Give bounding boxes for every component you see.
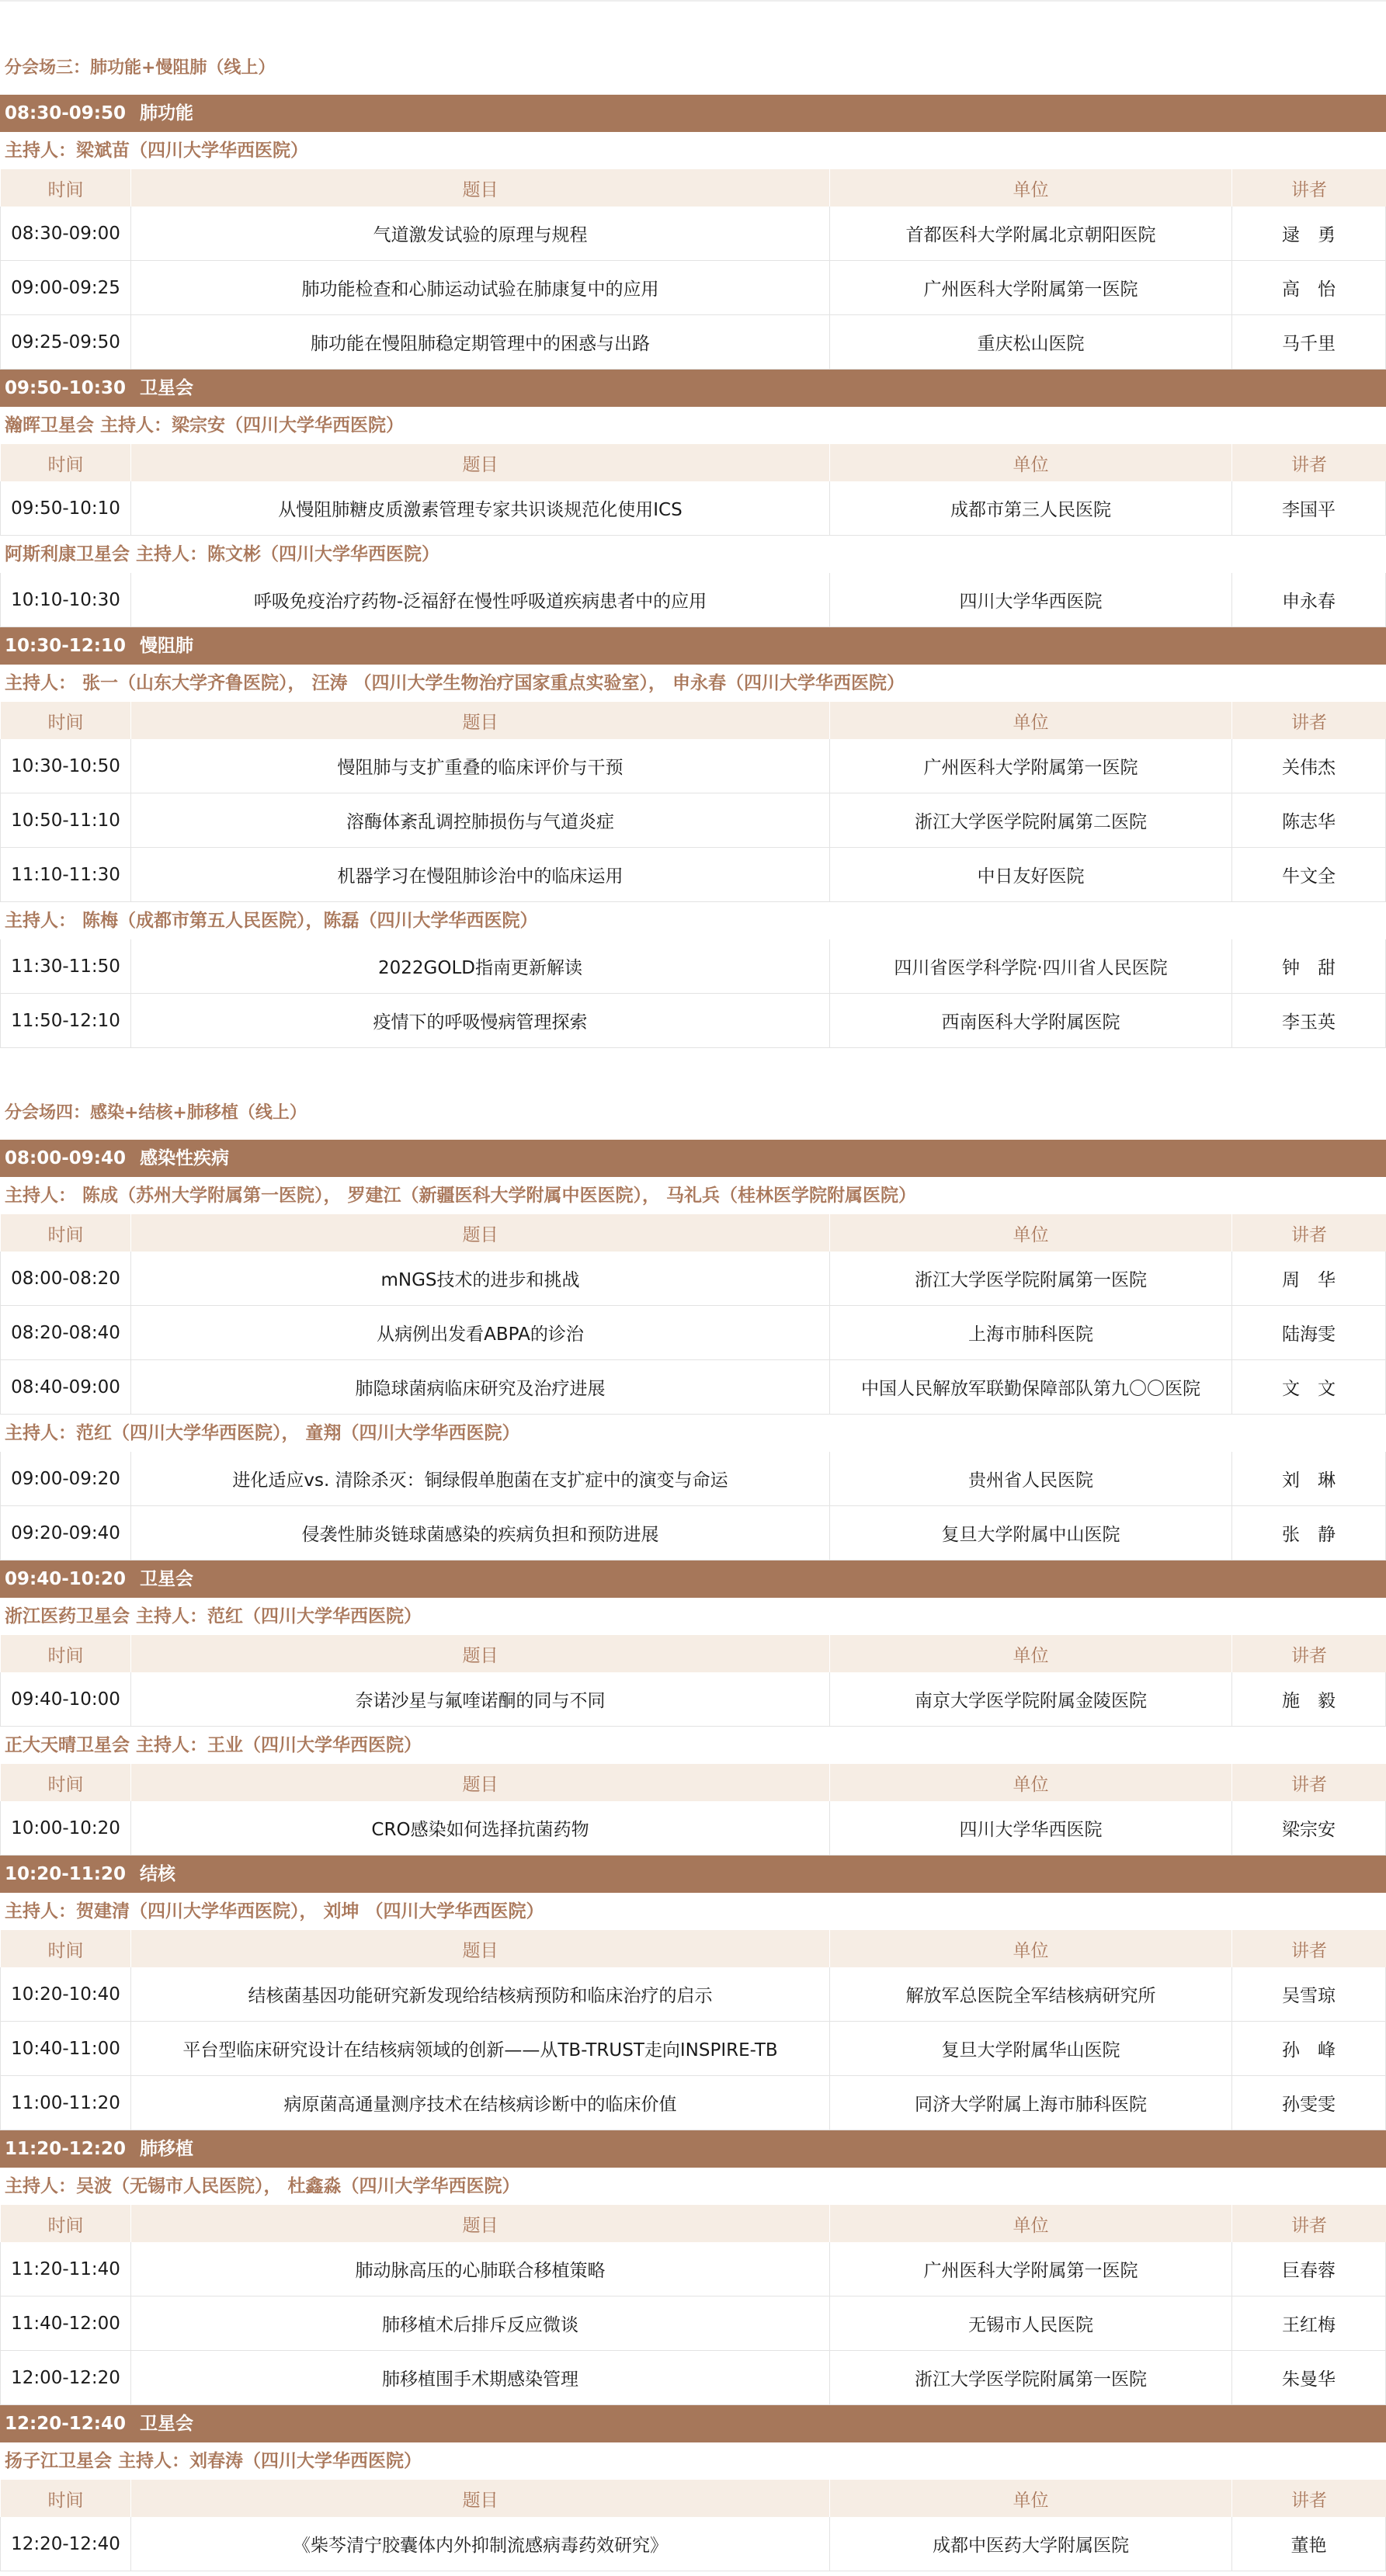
table-header — [0, 1930, 1386, 1967]
column-header-topic: 题目 — [130, 1764, 829, 1801]
column-header-unit: 单位 — [829, 169, 1231, 207]
cell-topic: 肺移植围手术期感染管理 — [130, 2351, 829, 2404]
cell-speaker: 施 毅 — [1231, 1672, 1386, 1726]
cell-topic: 从病例出发看ABPA的诊治 — [130, 1306, 829, 1359]
session-time: 09:40-10:20 — [5, 1569, 126, 1589]
session-band — [0, 1856, 1386, 1893]
cell-time: 11:50-12:10 — [0, 994, 130, 1047]
cell-unit: 中国人民解放军联勤保障部队第九〇〇医院 — [829, 1360, 1231, 1414]
cell-speaker: 张 静 — [1231, 1506, 1386, 1560]
cell-unit: 广州医科大学附属第一医院 — [829, 2242, 1231, 2296]
table-row — [0, 315, 1386, 370]
cell-time: 11:00-11:20 — [0, 2076, 130, 2130]
column-header-speaker: 讲者 — [1231, 444, 1386, 481]
cell-unit: 浙江大学医学院附属第一医院 — [829, 2351, 1231, 2404]
session-time: 08:30-09:50 — [5, 103, 126, 123]
table-row — [0, 848, 1386, 902]
session-time: 12:20-12:40 — [5, 2414, 126, 2434]
table-row — [0, 2351, 1386, 2405]
session-time: 10:30-12:10 — [5, 636, 126, 656]
session-name: 结核 — [139, 1864, 175, 1884]
table-header — [0, 702, 1386, 739]
column-header-speaker: 讲者 — [1231, 1214, 1386, 1252]
table-row — [0, 2517, 1386, 2571]
host-line: 浙江医药卫星会 主持人：范红（四川大学华西医院） — [5, 1606, 422, 1626]
host-line: 主持人： 张一（山东大学齐鲁医院）， 汪涛 （四川大学生物治疗国家重点实验室）， 申永春（四川大学华西医院） — [5, 673, 905, 693]
host-line: 主持人：梁斌苗（四川大学华西医院） — [5, 141, 308, 161]
table-header — [0, 1764, 1386, 1801]
cell-time: 10:30-10:50 — [0, 739, 130, 793]
cell-unit: 四川大学华西医院 — [829, 573, 1231, 627]
cell-topic: 气道激发试验的原理与规程 — [130, 207, 829, 260]
cell-time: 08:20-08:40 — [0, 1306, 130, 1359]
venue-title: 分会场四：感染+结核+肺移植（线上） — [5, 1103, 307, 1123]
cell-time: 09:00-09:20 — [0, 1452, 130, 1505]
session-name: 卫星会 — [139, 2414, 193, 2434]
cell-unit: 复旦大学附属中山医院 — [829, 1506, 1231, 1560]
host-line: 瀚晖卫星会 主持人：梁宗安（四川大学华西医院） — [5, 415, 405, 436]
table-row — [0, 261, 1386, 315]
cell-unit: 无锡市人民医院 — [829, 2297, 1231, 2350]
cell-topic: 病原菌高通量测序技术在结核病诊断中的临床价值 — [130, 2076, 829, 2130]
host-line: 正大天晴卫星会 主持人：王业（四川大学华西医院） — [5, 1735, 422, 1755]
cell-unit: 成都中医药大学附属医院 — [829, 2517, 1231, 2571]
cell-time: 10:20-10:40 — [0, 1967, 130, 2021]
cell-speaker: 高 怡 — [1231, 261, 1386, 314]
column-header-topic: 题目 — [130, 2205, 829, 2242]
session-band — [0, 95, 1386, 132]
column-header-speaker: 讲者 — [1231, 2205, 1386, 2242]
cell-unit: 贵州省人民医院 — [829, 1452, 1231, 1505]
cell-topic: 肺隐球菌病临床研究及治疗进展 — [130, 1360, 829, 1414]
table-header — [0, 444, 1386, 481]
cell-topic: 侵袭性肺炎链球菌感染的疾病负担和预防进展 — [130, 1506, 829, 1560]
column-header-speaker: 讲者 — [1231, 169, 1386, 207]
cell-unit: 重庆松山医院 — [829, 315, 1231, 369]
table-row — [0, 2242, 1386, 2297]
host-line: 主持人： 陈梅（成都市第五人民医院），陈磊（四川大学华西医院） — [5, 911, 538, 931]
cell-topic: 结核菌基因功能研究新发现给结核病预防和临床治疗的启示 — [130, 1967, 829, 2021]
cell-speaker: 孙雯雯 — [1231, 2076, 1386, 2130]
column-header-time: 时间 — [0, 2205, 130, 2242]
cell-speaker: 王红梅 — [1231, 2297, 1386, 2350]
cell-time: 12:00-12:20 — [0, 2351, 130, 2404]
table-row — [0, 793, 1386, 848]
column-header-unit: 单位 — [829, 1930, 1231, 1967]
table-row — [0, 1452, 1386, 1506]
cell-topic: 进化适应vs. 清除杀灭：铜绿假单胞菌在支扩症中的演变与命运 — [130, 1452, 829, 1505]
cell-unit: 南京大学医学院附属金陵医院 — [829, 1672, 1231, 1726]
cell-topic: CRO感染如何选择抗菌药物 — [130, 1801, 829, 1855]
cell-time: 09:50-10:10 — [0, 481, 130, 535]
column-header-unit: 单位 — [829, 1214, 1231, 1252]
cell-speaker: 李玉英 — [1231, 994, 1386, 1047]
session-band — [0, 1561, 1386, 1598]
table-header — [0, 2205, 1386, 2242]
table-row — [0, 2297, 1386, 2351]
cell-time: 09:40-10:00 — [0, 1672, 130, 1726]
column-header-topic: 题目 — [130, 702, 829, 739]
cell-unit: 上海市肺科医院 — [829, 1306, 1231, 1359]
column-header-topic: 题目 — [130, 1930, 829, 1967]
cell-speaker: 陈志华 — [1231, 793, 1386, 847]
top-divider — [0, 0, 1386, 2]
column-header-topic: 题目 — [130, 2480, 829, 2517]
cell-unit: 浙江大学医学院附属第二医院 — [829, 793, 1231, 847]
table-row — [0, 207, 1386, 261]
cell-topic: 溶酶体紊乱调控肺损伤与气道炎症 — [130, 793, 829, 847]
cell-speaker: 吴雪琼 — [1231, 1967, 1386, 2021]
session-time: 09:50-10:30 — [5, 378, 126, 398]
cell-speaker: 关伟杰 — [1231, 739, 1386, 793]
session-band — [0, 2130, 1386, 2168]
cell-unit: 四川省医学科学院·四川省人民医院 — [829, 939, 1231, 993]
cell-topic: 肺动脉高压的心肺联合移植策略 — [130, 2242, 829, 2296]
cell-speaker: 巨春蓉 — [1231, 2242, 1386, 2296]
session-time: 11:20-12:20 — [5, 2139, 126, 2159]
cell-topic: 机器学习在慢阻肺诊治中的临床运用 — [130, 848, 829, 901]
session-name: 肺功能 — [139, 103, 193, 123]
cell-unit: 浙江大学医学院附属第一医院 — [829, 1252, 1231, 1305]
column-header-speaker: 讲者 — [1231, 1635, 1386, 1672]
table-header — [0, 169, 1386, 207]
table-row — [0, 481, 1386, 536]
column-header-speaker: 讲者 — [1231, 1764, 1386, 1801]
column-header-unit: 单位 — [829, 1635, 1231, 1672]
table-row — [0, 1672, 1386, 1727]
host-line: 阿斯利康卫星会 主持人：陈文彬（四川大学华西医院） — [5, 544, 440, 564]
cell-topic: 从慢阻肺糖皮质激素管理专家共识谈规范化使用ICS — [130, 481, 829, 535]
session-time: 10:20-11:20 — [5, 1864, 126, 1884]
table-row — [0, 1801, 1386, 1856]
host-line: 主持人： 陈成（苏州大学附属第一医院）， 罗建江（新疆医科大学附属中医医院）， 马礼兵（桂林医学院附属医院） — [5, 1186, 917, 1206]
session-band — [0, 627, 1386, 665]
cell-time: 09:25-09:50 — [0, 315, 130, 369]
session-band — [0, 1140, 1386, 1177]
session-name: 肺移植 — [139, 2139, 193, 2159]
session-time: 08:00-09:40 — [5, 1148, 126, 1168]
cell-unit: 广州医科大学附属第一医院 — [829, 739, 1231, 793]
column-header-unit: 单位 — [829, 1764, 1231, 1801]
cell-unit: 同济大学附属上海市肺科医院 — [829, 2076, 1231, 2130]
table-row — [0, 573, 1386, 627]
cell-speaker: 朱曼华 — [1231, 2351, 1386, 2404]
table-row — [0, 1967, 1386, 2022]
cell-speaker: 文 文 — [1231, 1360, 1386, 1414]
cell-speaker: 刘 琳 — [1231, 1452, 1386, 1505]
cell-speaker: 董艳 — [1231, 2517, 1386, 2571]
cell-topic: 呼吸免疫治疗药物-泛福舒在慢性呼吸道疾病患者中的应用 — [130, 573, 829, 627]
cell-time: 10:50-11:10 — [0, 793, 130, 847]
table-row — [0, 939, 1386, 994]
table-row — [0, 994, 1386, 1048]
table-row — [0, 2022, 1386, 2076]
column-header-time: 时间 — [0, 169, 130, 207]
cell-time: 10:10-10:30 — [0, 573, 130, 627]
column-header-topic: 题目 — [130, 444, 829, 481]
session-name: 感染性疾病 — [139, 1148, 229, 1168]
cell-unit: 中日友好医院 — [829, 848, 1231, 901]
cell-speaker: 申永春 — [1231, 573, 1386, 627]
cell-speaker: 梁宗安 — [1231, 1801, 1386, 1855]
cell-speaker: 牛文全 — [1231, 848, 1386, 901]
cell-unit: 首都医科大学附属北京朝阳医院 — [829, 207, 1231, 260]
table-header — [0, 2480, 1386, 2517]
column-header-speaker: 讲者 — [1231, 1930, 1386, 1967]
venue-title: 分会场三：肺功能+慢阻肺（线上） — [5, 58, 276, 78]
column-header-topic: 题目 — [130, 1214, 829, 1252]
cell-unit: 复旦大学附属华山医院 — [829, 2022, 1231, 2075]
column-header-unit: 单位 — [829, 2205, 1231, 2242]
cell-unit: 四川大学华西医院 — [829, 1801, 1231, 1855]
column-header-unit: 单位 — [829, 444, 1231, 481]
table-row — [0, 1252, 1386, 1306]
column-header-topic: 题目 — [130, 1635, 829, 1672]
cell-time: 11:20-11:40 — [0, 2242, 130, 2296]
cell-speaker: 马千里 — [1231, 315, 1386, 369]
column-header-time: 时间 — [0, 1764, 130, 1801]
cell-topic: 慢阻肺与支扩重叠的临床评价与干预 — [130, 739, 829, 793]
cell-topic: 平台型临床研究设计在结核病领域的创新——从TB-TRUST走向INSPIRE-TB — [130, 2022, 829, 2075]
cell-unit: 解放军总医院全军结核病研究所 — [829, 1967, 1231, 2021]
host-line: 扬子江卫星会 主持人：刘春涛（四川大学华西医院） — [5, 2451, 422, 2471]
cell-unit: 西南医科大学附属医院 — [829, 994, 1231, 1047]
host-line: 主持人：贺建清（四川大学华西医院）， 刘坤 （四川大学华西医院） — [5, 1901, 544, 1922]
cell-speaker: 逯 勇 — [1231, 207, 1386, 260]
cell-time: 11:10-11:30 — [0, 848, 130, 901]
session-band — [0, 2405, 1386, 2442]
table-row — [0, 739, 1386, 793]
host-line: 主持人：范红（四川大学华西医院）， 童翔（四川大学华西医院） — [5, 1423, 520, 1443]
session-name: 卫星会 — [139, 378, 193, 398]
cell-topic: 奈诺沙星与氟喹诺酮的同与不同 — [130, 1672, 829, 1726]
cell-time: 11:40-12:00 — [0, 2297, 130, 2350]
cell-topic: 2022GOLD指南更新解读 — [130, 939, 829, 993]
table-row — [0, 2076, 1386, 2130]
column-header-speaker: 讲者 — [1231, 702, 1386, 739]
cell-topic: mNGS技术的进步和挑战 — [130, 1252, 829, 1305]
session-name: 卫星会 — [139, 1569, 193, 1589]
table-row — [0, 1306, 1386, 1360]
cell-topic: 疫情下的呼吸慢病管理探索 — [130, 994, 829, 1047]
column-header-speaker: 讲者 — [1231, 2480, 1386, 2517]
cell-time: 12:20-12:40 — [0, 2517, 130, 2571]
column-header-time: 时间 — [0, 2480, 130, 2517]
cell-time: 09:00-09:25 — [0, 261, 130, 314]
cell-time: 10:00-10:20 — [0, 1801, 130, 1855]
cell-topic: 《柴芩清宁胶囊体内外抑制流感病毒药效研究》 — [130, 2517, 829, 2571]
table-row — [0, 1506, 1386, 1561]
cell-topic: 肺移植术后排斥反应微谈 — [130, 2297, 829, 2350]
cell-time: 08:30-09:00 — [0, 207, 130, 260]
cell-unit: 成都市第三人民医院 — [829, 481, 1231, 535]
table-header — [0, 1635, 1386, 1672]
column-header-unit: 单位 — [829, 702, 1231, 739]
table-row — [0, 1360, 1386, 1415]
column-header-time: 时间 — [0, 1635, 130, 1672]
cell-speaker: 周 华 — [1231, 1252, 1386, 1305]
cell-time: 08:40-09:00 — [0, 1360, 130, 1414]
host-line: 主持人：吴波（无锡市人民医院）， 杜鑫淼（四川大学华西医院） — [5, 2176, 520, 2196]
cell-unit: 广州医科大学附属第一医院 — [829, 261, 1231, 314]
column-header-time: 时间 — [0, 1214, 130, 1252]
session-name: 慢阻肺 — [139, 636, 193, 656]
cell-speaker: 钟 甜 — [1231, 939, 1386, 993]
cell-speaker: 孙 峰 — [1231, 2022, 1386, 2075]
table-header — [0, 1214, 1386, 1252]
cell-topic: 肺功能在慢阻肺稳定期管理中的困惑与出路 — [130, 315, 829, 369]
column-header-time: 时间 — [0, 444, 130, 481]
cell-time: 10:40-11:00 — [0, 2022, 130, 2075]
cell-time: 08:00-08:20 — [0, 1252, 130, 1305]
cell-speaker: 李国平 — [1231, 481, 1386, 535]
column-header-unit: 单位 — [829, 2480, 1231, 2517]
cell-topic: 肺功能检查和心肺运动试验在肺康复中的应用 — [130, 261, 829, 314]
cell-time: 09:20-09:40 — [0, 1506, 130, 1560]
column-header-time: 时间 — [0, 1930, 130, 1967]
session-band — [0, 370, 1386, 407]
cell-time: 11:30-11:50 — [0, 939, 130, 993]
column-header-topic: 题目 — [130, 169, 829, 207]
column-header-time: 时间 — [0, 702, 130, 739]
cell-speaker: 陆海雯 — [1231, 1306, 1386, 1359]
